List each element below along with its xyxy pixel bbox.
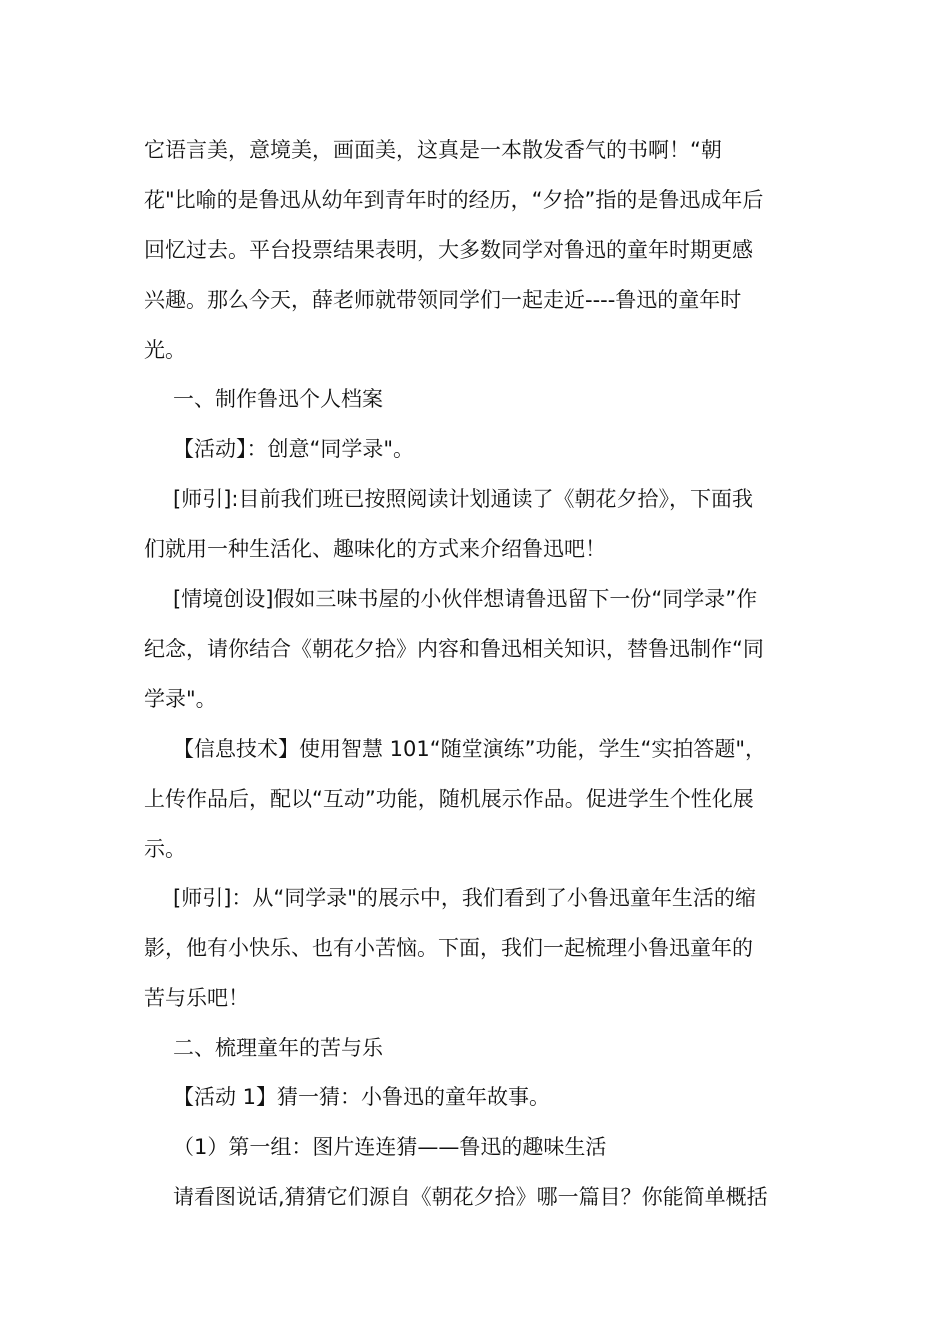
text-line: 光。 — [144, 338, 186, 362]
text-line: 们就用一种生活化、趣味化的方式来介绍鲁迅吧！ — [144, 537, 606, 561]
text-line: 苦与乐吧！ — [144, 986, 249, 1010]
section-heading: 一、制作鲁迅个人档案 — [173, 387, 383, 411]
text-line: 纪念，请你结合《朝花夕拾》内容和鲁迅相关知识，替鲁迅制作“同 — [144, 637, 764, 661]
text-line: 请看图说话,猜猜它们源自《朝花夕拾》哪一篇目？你能简单概括 — [173, 1185, 768, 1209]
text-line: 影，他有小快乐、也有小苦恼。下面，我们一起梳理小鲁迅童年的 — [144, 936, 753, 960]
text-line: [师引]:目前我们班已按照阅读计划通读了《朝花夕拾》，下面我 — [173, 487, 753, 511]
text-line: 【活动 1】猜一猜：小鲁迅的童年故事。 — [173, 1085, 551, 1109]
text-line: 兴趣。那么今天，薛老师就带领同学们一起走近----鲁迅的童年时 — [144, 288, 742, 312]
text-line: 【活动】：创意“同学录"。 — [173, 437, 415, 461]
text-line: 回忆过去。平台投票结果表明，大多数同学对鲁迅的童年时期更感 — [144, 238, 753, 262]
text-line: 示。 — [144, 837, 186, 861]
text-line: 【信息技术】使用智慧 101“随堂演练”功能，学生“实拍答题"， — [173, 737, 767, 761]
text-line: 学录"。 — [144, 687, 217, 711]
text-line: 花"比喻的是鲁迅从幼年到青年时的经历，“夕拾”指的是鲁迅成年后 — [144, 188, 764, 212]
text-line: 它语言美，意境美，画面美，这真是一本散发香气的书啊！“朝 — [144, 138, 722, 162]
text-line: 上传作品后，配以“互动”功能，随机展示作品。促进学生个性化展 — [144, 787, 754, 811]
text-line: [师引]：从“同学录"的展示中，我们看到了小鲁迅童年生活的缩 — [173, 886, 756, 910]
text-line: [情境创设]假如三味书屋的小伙伴想请鲁迅留下一份“同学录”作 — [173, 587, 758, 611]
text-line: （1）第一组：图片连连猜——鲁迅的趣味生活 — [173, 1135, 607, 1159]
section-heading: 二、梳理童年的苦与乐 — [173, 1036, 383, 1060]
